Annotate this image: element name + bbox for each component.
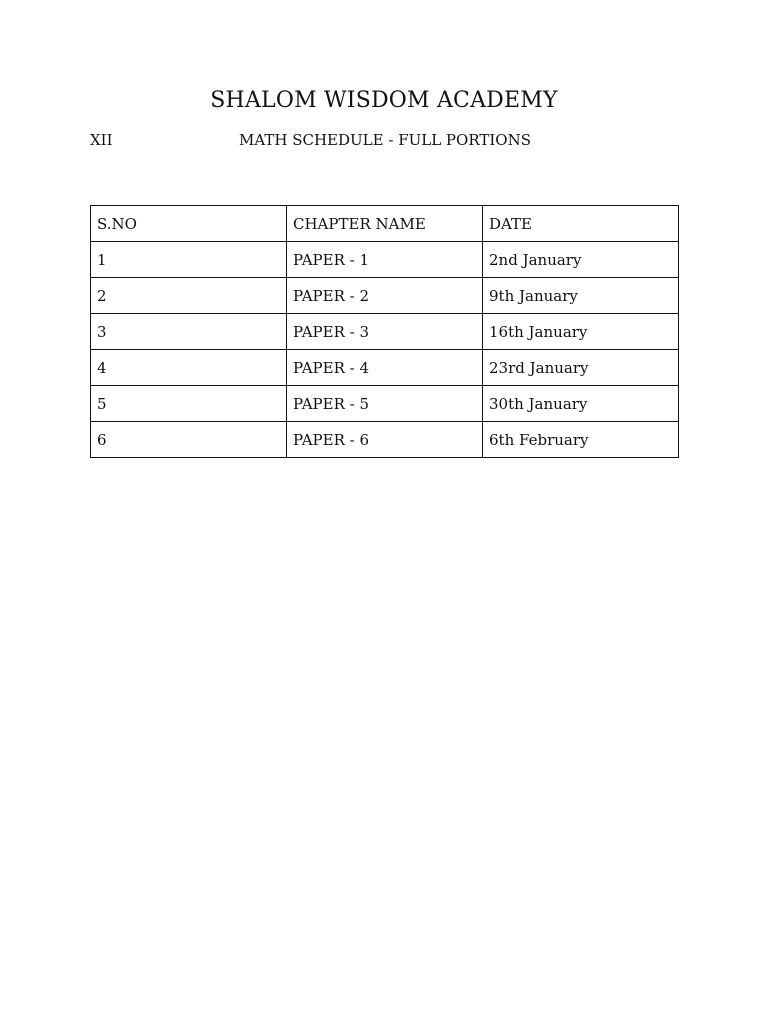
- table-row: [91, 242, 679, 278]
- cell-sno: 5: [91, 386, 287, 422]
- page-title: SHALOM WISDOM ACADEMY: [210, 88, 558, 113]
- table-header-row: [91, 206, 679, 242]
- column-header-sno: S.NO: [91, 206, 287, 242]
- class-label: XII: [90, 131, 113, 149]
- cell-chapter-name: PAPER - 1: [287, 242, 483, 278]
- cell-chapter-name: PAPER - 2: [287, 278, 483, 314]
- table-row: [91, 350, 679, 386]
- cell-chapter-name: PAPER - 5: [287, 386, 483, 422]
- cell-sno: 3: [91, 314, 287, 350]
- cell-chapter-name: PAPER - 3: [287, 314, 483, 350]
- cell-sno: 6: [91, 422, 287, 458]
- column-header-date: DATE: [483, 206, 679, 242]
- table-row: [91, 422, 679, 458]
- schedule-table: [90, 205, 679, 458]
- cell-sno: 4: [91, 350, 287, 386]
- cell-sno: 2: [91, 278, 287, 314]
- cell-date: 9th January: [483, 278, 679, 314]
- cell-sno: 1: [91, 242, 287, 278]
- table-row: [91, 386, 679, 422]
- table-row: [91, 278, 679, 314]
- cell-chapter-name: PAPER - 6: [287, 422, 483, 458]
- cell-date: 2nd January: [483, 242, 679, 278]
- cell-date: 23rd January: [483, 350, 679, 386]
- schedule-subtitle: MATH SCHEDULE - FULL PORTIONS: [239, 131, 531, 149]
- cell-date: 16th January: [483, 314, 679, 350]
- table-row: [91, 314, 679, 350]
- cell-chapter-name: PAPER - 4: [287, 350, 483, 386]
- column-header-chapter-name: CHAPTER NAME: [287, 206, 483, 242]
- cell-date: 30th January: [483, 386, 679, 422]
- cell-date: 6th February: [483, 422, 679, 458]
